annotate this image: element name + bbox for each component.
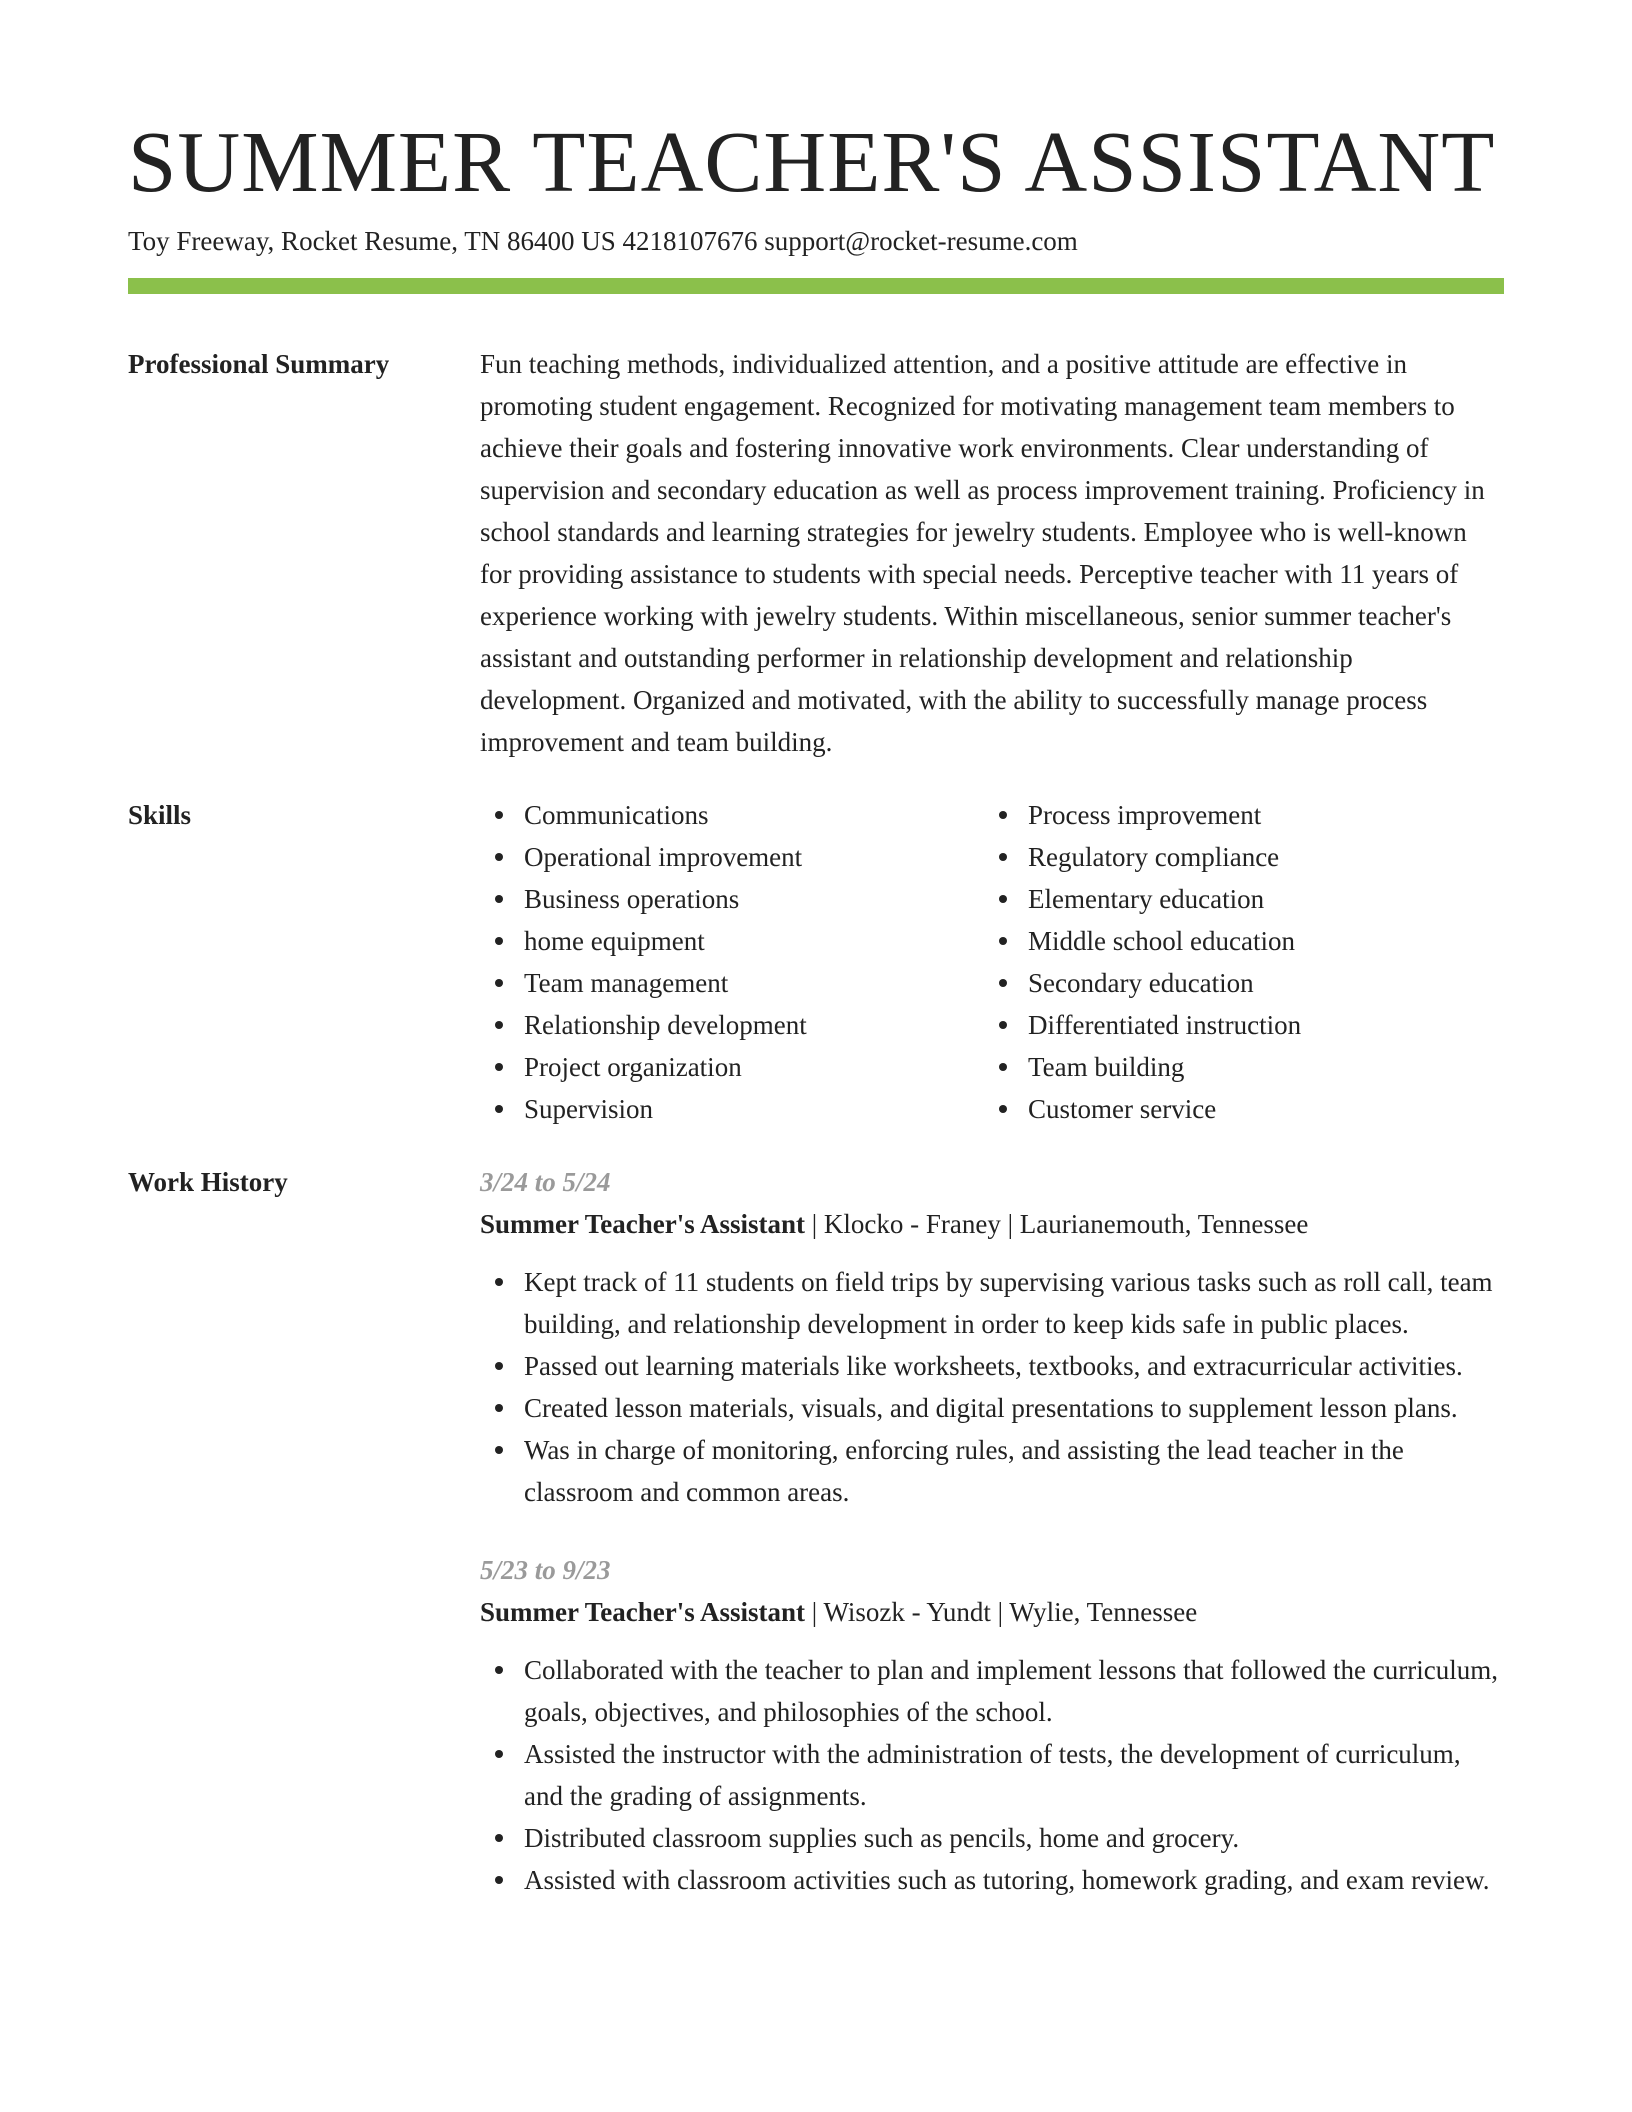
skill-item: Team management [524,962,984,1004]
summary-section [128,343,1504,763]
job-bullet: Distributed classroom supplies such as pencils, home and grocery. [524,1817,1504,1859]
skill-item: Secondary education [1028,962,1488,1004]
job-title-line [480,1591,1504,1633]
resume-name-heading: SUMMER TEACHER'S ASSISTANT [128,113,1496,210]
contact-line: Toy Freeway, Rocket Resume, TN 86400 US 4218107676 support@rocket-resume.com [128,226,1078,256]
work-history-label: Work History [128,1167,288,1198]
job-title-line [480,1203,1504,1245]
job-title: Summer Teacher's Assistant [480,1597,806,1628]
skills-label: Skills [128,800,192,831]
skill-item: Supervision [524,1088,984,1130]
job-entry [480,1161,1504,1513]
summary-label: Professional Summary [128,349,390,380]
job-bullet: Was in charge of monitoring, enforcing rules, and assisting the lead teacher in the classroom and common areas. [524,1429,1504,1513]
skills-list-right [984,794,1488,1130]
job-bullet: Kept track of 11 students on field trips by supervising various tasks such as roll call, team building, and relationship development in order to keep kids safe in public places. [524,1261,1504,1345]
job-bullet: Assisted with classroom activities such as tutoring, homework grading, and exam review. [524,1859,1504,1901]
work-history-body [480,1161,1504,1901]
job-bullets [480,1649,1504,1901]
job-title: Summer Teacher's Assistant [480,1209,806,1240]
skill-item: Relationship development [524,1004,984,1046]
job-details: | Wisozk - Yundt | Wylie, Tennessee [805,1597,1198,1628]
skill-item: home equipment [524,920,984,962]
job-bullet: Assisted the instructor with the administration of tests, the development of curriculum, and the grading of assignments. [524,1733,1504,1817]
skills-list-left [480,794,984,1130]
skill-item: Project organization [524,1046,984,1088]
job-details: | Klocko - Franey | Laurianemouth, Tennessee [805,1209,1309,1240]
job-dates: 5/23 to 9/23 [480,1555,611,1586]
skill-item: Operational improvement [524,836,984,878]
skill-item: Customer service [1028,1088,1488,1130]
job-bullet: Created lesson materials, visuals, and digital presentations to supplement lesson plans. [524,1387,1504,1429]
job-bullets [480,1261,1504,1513]
skill-item: Business operations [524,878,984,920]
job-bullet: Passed out learning materials like worksheets, textbooks, and extracurricular activities. [524,1345,1504,1387]
job-entry [480,1549,1504,1901]
skill-item: Regulatory compliance [1028,836,1488,878]
skill-item: Process improvement [1028,794,1488,836]
summary-text: Fun teaching methods, individualized attention, and a positive attitude are effective in promoting student engagement. Recognized for motivating management team members to achieve their goals and fostering innovative work environments. Clear understanding of supervision and secondary education as well as process improvement training. Proficiency in school standards and learning strategies for jewelry students. Employee who is well-known for providing assistance to students with special needs. Perceptive teacher with 11 years of experience working with jewelry students. Within miscellaneous, senior summer teacher's assistant and outstanding performer in relationship development and relationship development. Organized and motivated, with the ability to successfully manage process improvement and team building. [480,349,1485,758]
skill-item: Middle school education [1028,920,1488,962]
header-divider [128,278,1504,294]
skill-item: Communications [524,794,984,836]
job-bullet: Collaborated with the teacher to plan and implement lessons that followed the curriculum, goals, objectives, and philosophies of the school. [524,1649,1504,1733]
skills-section [128,794,1504,1130]
skill-item: Differentiated instruction [1028,1004,1488,1046]
skill-item: Team building [1028,1046,1488,1088]
job-dates: 3/24 to 5/24 [480,1167,611,1198]
work-history-section [128,1161,1504,1901]
skill-item: Elementary education [1028,878,1488,920]
skills-columns [480,794,1504,1130]
